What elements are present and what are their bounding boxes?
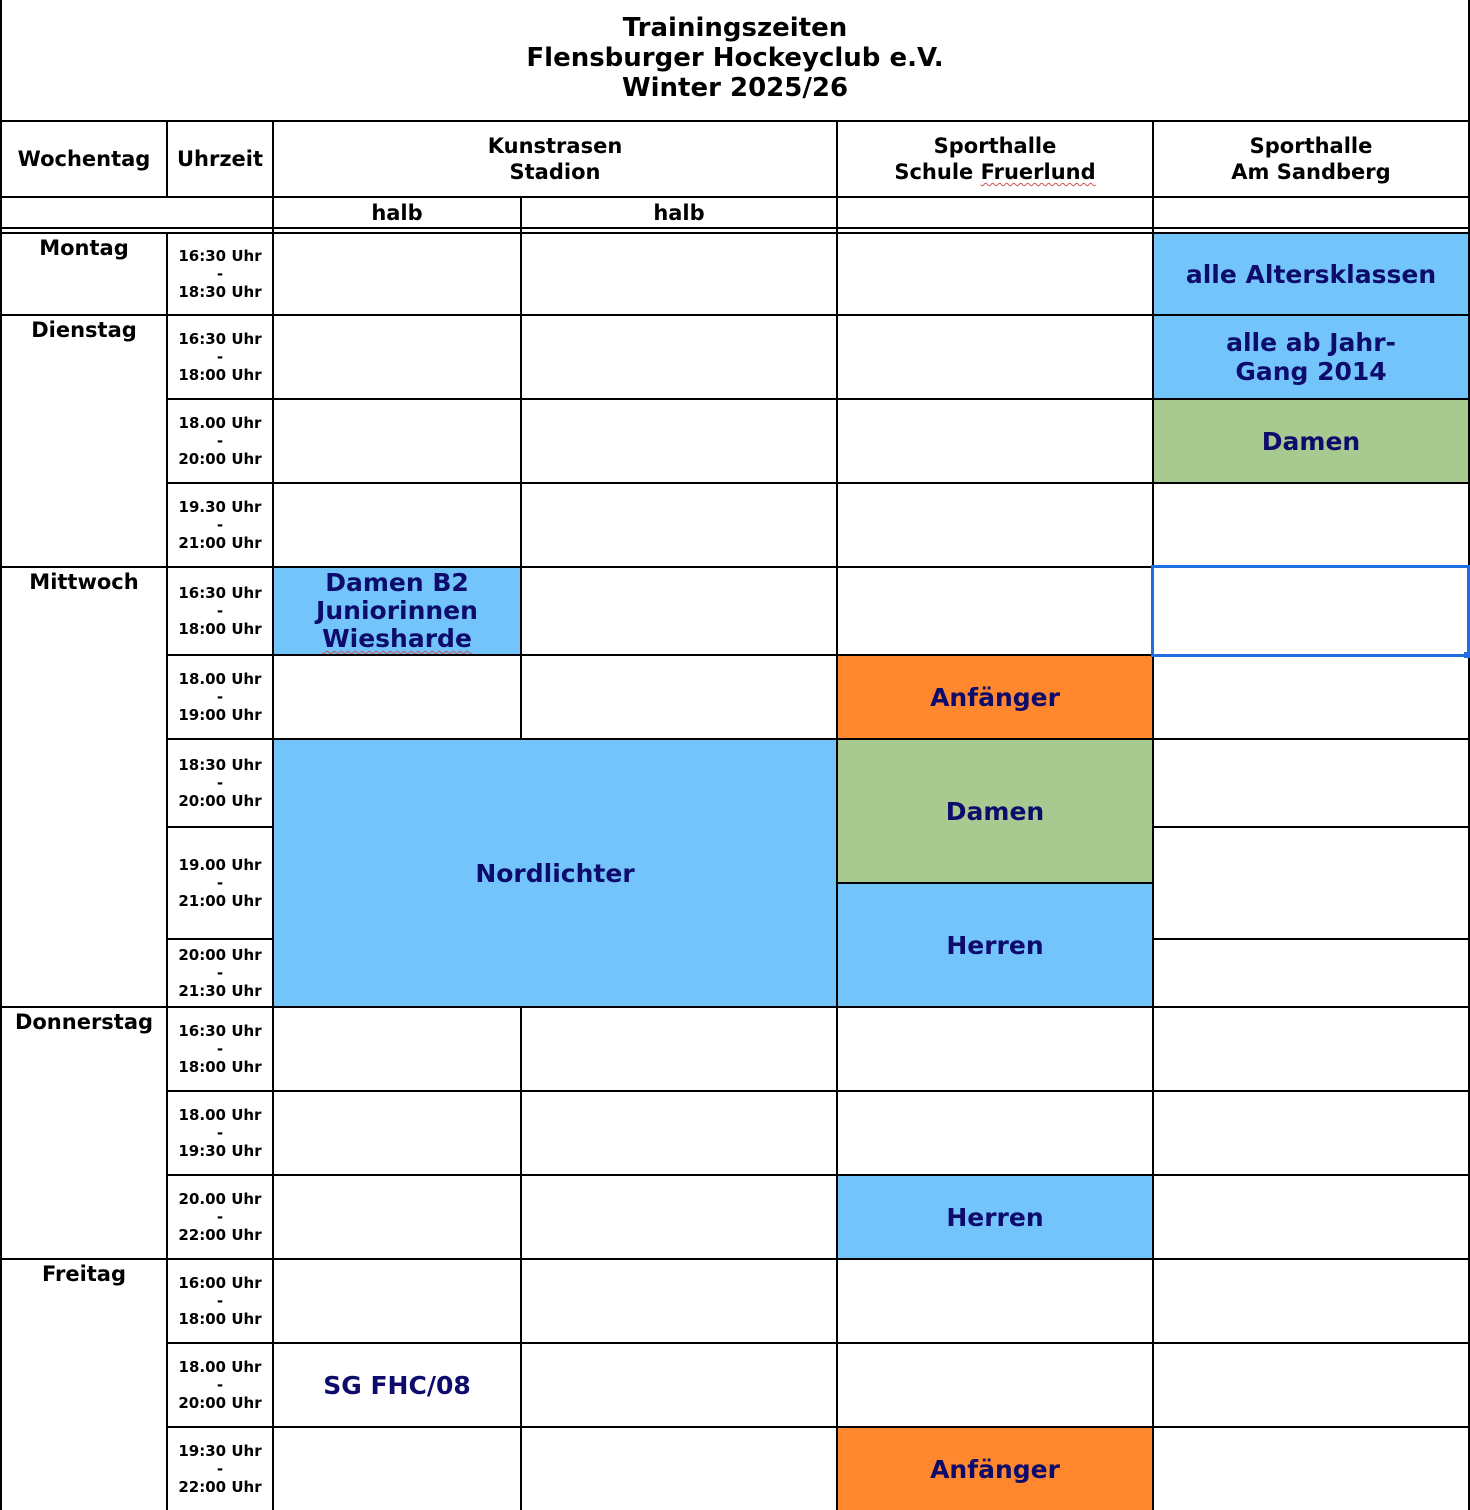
grid-line <box>1152 826 1470 828</box>
time-slot: 16:30 Uhr - 18:00 Uhr <box>178 330 262 384</box>
day-monday: Montag <box>39 236 129 260</box>
header-half-2: halb <box>653 200 705 225</box>
grid-line <box>520 1006 522 1510</box>
time-slot: 16:00 Uhr - 18:00 Uhr <box>178 1274 262 1328</box>
time-slot: 18.00 Uhr - 20:00 Uhr <box>178 1358 262 1412</box>
event-wednesday-fruerlund-1[interactable]: Anfänger <box>838 656 1152 738</box>
event-monday-sandberg[interactable]: alle Altersklassen <box>1154 234 1468 314</box>
grid-line <box>166 1426 1470 1428</box>
time-slot: 20:00 Uhr - 21:30 Uhr <box>178 946 262 1000</box>
header-fruerlund: Sporthalle Schule Fruerlund <box>894 134 1096 184</box>
event-wednesday-kunstrasen-1[interactable]: Damen B2 Juniorinnen Wiesharde <box>274 568 520 654</box>
event-thursday-fruerlund[interactable]: Herren <box>838 1176 1152 1258</box>
title-line-1: Trainingszeiten <box>622 13 848 43</box>
time-slot: 19.00 Uhr - 21:00 Uhr <box>178 856 262 910</box>
grid-line <box>166 482 1470 484</box>
time-slot: 16:30 Uhr - 18:00 Uhr <box>178 1022 262 1076</box>
page-title <box>2 8 1468 108</box>
event-friday-kunstrasen[interactable]: SG FHC/08 <box>323 1370 471 1400</box>
time-slot: 19:30 Uhr - 22:00 Uhr <box>178 1442 262 1496</box>
grid-line <box>836 882 1154 884</box>
header-half-1: halb <box>371 200 423 225</box>
grid-line <box>166 738 1470 740</box>
grid-line <box>166 1174 1470 1176</box>
time-slot: 18:30 Uhr - 20:00 Uhr <box>178 756 262 810</box>
time-slot: 16:30 Uhr - 18:30 Uhr <box>178 247 262 301</box>
grid-line <box>520 196 522 740</box>
time-slot: 18.00 Uhr - 20:00 Uhr <box>178 414 262 468</box>
grid-line <box>1152 120 1154 1510</box>
event-wednesday-fruerlund-2[interactable]: Damen <box>838 740 1152 882</box>
time-slot: 18.00 Uhr - 19:00 Uhr <box>178 670 262 724</box>
time-slot: 18.00 Uhr - 19:30 Uhr <box>178 1106 262 1160</box>
header-kunstrasen: Kunstrasen Stadion <box>487 134 623 184</box>
grid-line <box>166 398 1470 400</box>
grid-line <box>166 1090 1470 1092</box>
grid-line <box>836 120 838 1510</box>
selection-fill-handle[interactable] <box>1464 652 1470 658</box>
selected-cell[interactable] <box>1151 565 1470 657</box>
title-line-2: Flensburger Hockeyclub e.V. <box>526 43 944 73</box>
day-thursday: Donnerstag <box>14 1010 154 1034</box>
header-weekday: Wochentag <box>17 147 151 171</box>
time-slot: 19.30 Uhr - 21:00 Uhr <box>178 498 262 552</box>
grid-line <box>166 1342 1470 1344</box>
grid-line <box>0 227 1470 229</box>
grid-line <box>272 120 274 1510</box>
event-wednesday-nordlichter[interactable]: Nordlichter <box>274 740 836 1006</box>
event-friday-fruerlund[interactable]: Anfänger <box>838 1428 1152 1510</box>
header-sandberg: Sporthalle Am Sandberg <box>1231 134 1391 184</box>
header-time: Uhrzeit <box>176 147 264 171</box>
day-friday: Freitag <box>41 1262 127 1286</box>
day-tuesday: Dienstag <box>31 318 137 342</box>
time-slot: 16:30 Uhr - 18:00 Uhr <box>178 584 262 638</box>
event-tuesday-sandberg-1[interactable]: alle ab Jahr- Gang 2014 <box>1154 316 1468 398</box>
event-wednesday-fruerlund-3[interactable]: Herren <box>838 884 1152 1006</box>
event-tuesday-sandberg-2[interactable]: Damen <box>1154 400 1468 482</box>
grid-line <box>1152 938 1470 940</box>
day-wednesday: Mittwoch <box>29 570 139 594</box>
title-line-3: Winter 2025/26 <box>621 73 849 103</box>
time-slot: 20.00 Uhr - 22:00 Uhr <box>178 1190 262 1244</box>
